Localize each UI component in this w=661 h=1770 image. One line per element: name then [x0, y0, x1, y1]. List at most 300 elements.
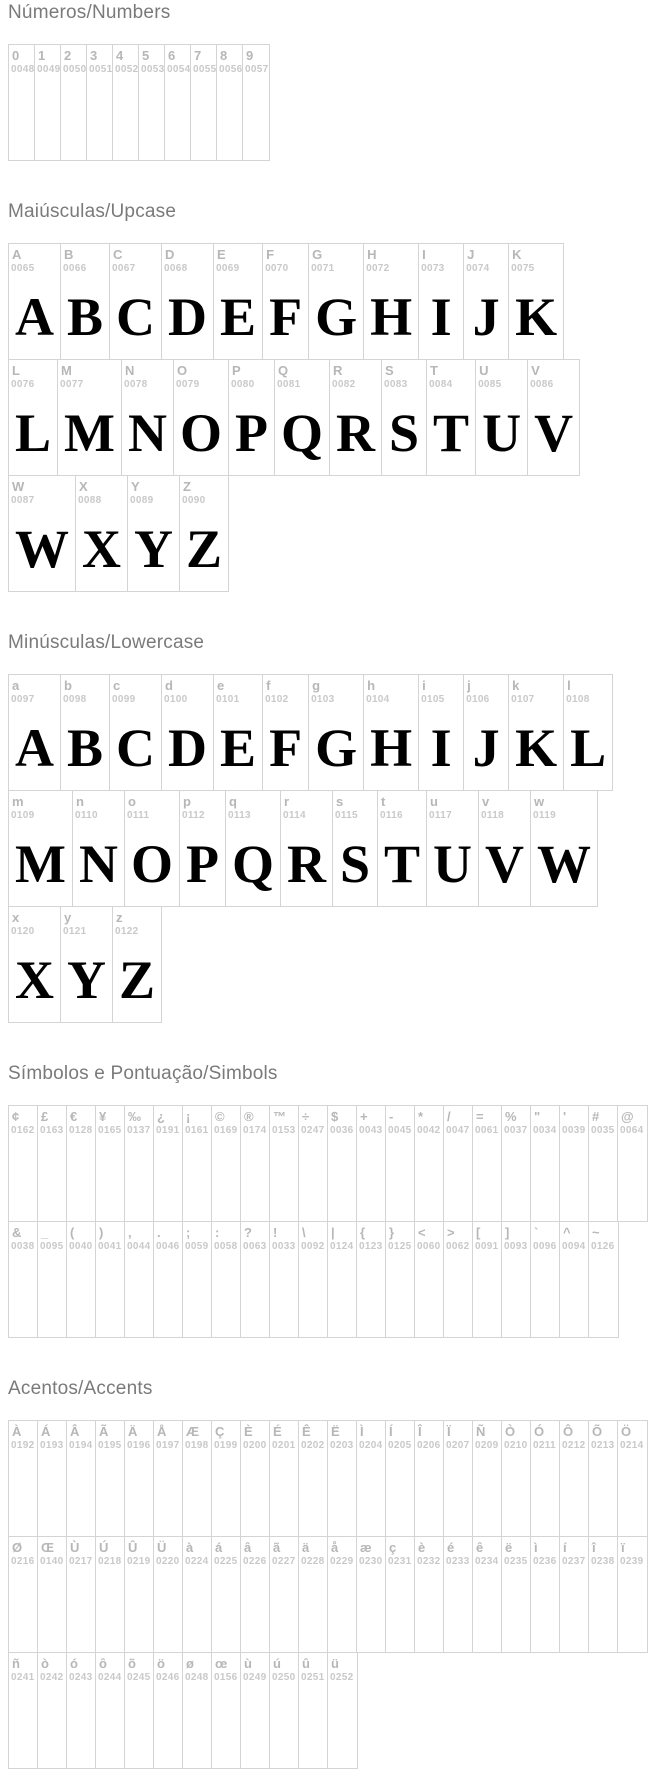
char-glyph: [96, 1568, 124, 1652]
char-glyph: K: [515, 718, 558, 778]
char-label: í: [563, 1540, 567, 1555]
char-code: 0209: [475, 1440, 499, 1451]
char-label: z: [116, 910, 123, 925]
char-glyph: [183, 1253, 211, 1337]
char-cell-0251: [299, 1653, 328, 1768]
char-code: 0198: [185, 1440, 209, 1451]
char-code: 0115: [335, 810, 358, 821]
char-cell-0042: [415, 1106, 444, 1221]
char-cell-0102: [263, 675, 309, 790]
char-glyph: N: [128, 403, 167, 463]
char-code: 0213: [591, 1440, 615, 1451]
char-cell-0174: [241, 1106, 270, 1221]
char-cell-0239: [618, 1537, 647, 1652]
char-code: 0093: [504, 1241, 528, 1252]
char-glyph: C: [116, 287, 156, 347]
char-label: ): [99, 1225, 104, 1240]
char-cell-0125: [386, 1222, 415, 1337]
char-glyph: [38, 1253, 66, 1337]
char-cell-0218: [96, 1537, 125, 1652]
char-cell-0226: [241, 1537, 270, 1652]
char-glyph: Y: [134, 519, 173, 579]
char-cell-0202: [299, 1421, 328, 1536]
char-label: Ù: [70, 1540, 80, 1555]
char-cell-0094: [560, 1222, 589, 1337]
char-glyph: L: [570, 718, 607, 778]
section-numbers: [8, 2, 661, 161]
char-glyph: [444, 1452, 472, 1536]
char-cell-0169: [212, 1106, 241, 1221]
char-cell-0162: [9, 1106, 38, 1221]
char-label: E: [217, 247, 226, 262]
char-code: 0195: [98, 1440, 122, 1451]
char-code: 0194: [69, 1440, 93, 1451]
char-glyph: [444, 1253, 472, 1337]
char-glyph: [299, 1684, 327, 1768]
char-cell-0059: [183, 1222, 212, 1337]
char-cell-0080: [229, 360, 275, 475]
char-label: =: [476, 1109, 484, 1124]
char-glyph: [589, 1452, 617, 1536]
char-cell-0193: [38, 1421, 67, 1536]
char-cell-0140: [38, 1537, 67, 1652]
char-glyph: [502, 1253, 530, 1337]
char-label: M: [61, 363, 72, 378]
char-label: }: [389, 1225, 395, 1240]
char-code: 0088: [78, 495, 102, 506]
char-label: J: [467, 247, 475, 262]
char-code: 0238: [591, 1556, 615, 1567]
char-code: 0250: [272, 1672, 296, 1683]
char-code: 0205: [388, 1440, 412, 1451]
char-label: p: [182, 794, 191, 809]
char-glyph: [67, 1684, 95, 1768]
char-code: 0251: [301, 1672, 325, 1683]
char-code: 0245: [127, 1672, 151, 1683]
char-glyph: [125, 1253, 153, 1337]
char-cell-0128: [67, 1106, 96, 1221]
char-label: å: [331, 1540, 339, 1555]
char-label: £: [41, 1109, 49, 1124]
char-label: Ë: [331, 1424, 340, 1439]
char-glyph: [270, 1684, 298, 1768]
char-glyph: [386, 1452, 414, 1536]
char-code: 0236: [533, 1556, 557, 1567]
char-label: Ç: [215, 1424, 225, 1439]
char-code: 0202: [301, 1440, 325, 1451]
char-cell-0196: [125, 1421, 154, 1536]
char-glyph: [38, 1684, 66, 1768]
char-label: ": [534, 1109, 541, 1124]
char-label: I: [422, 247, 426, 262]
char-glyph: U: [433, 834, 473, 894]
char-cell-0212: [560, 1421, 589, 1536]
glyph-row: [8, 906, 162, 1023]
char-glyph: [531, 1137, 559, 1221]
char-cell-0045: [386, 1106, 415, 1221]
char-cell-0213: [589, 1421, 618, 1536]
char-cell-0039: [560, 1106, 589, 1221]
char-label: Í: [389, 1424, 393, 1439]
char-code: 0060: [417, 1241, 441, 1252]
char-label: m: [12, 794, 24, 809]
char-code: 0076: [11, 379, 35, 390]
char-label: L: [12, 363, 20, 378]
char-glyph: [328, 1684, 357, 1768]
char-cell-0091: [473, 1222, 502, 1337]
char-code: 0100: [164, 694, 188, 705]
char-label: {: [360, 1225, 366, 1240]
char-cell-0117: [427, 791, 479, 906]
char-code: 0067: [112, 263, 136, 274]
char-glyph: [38, 1568, 66, 1652]
char-code: 0051: [89, 64, 113, 75]
char-cell-0054: [165, 45, 191, 160]
char-glyph: J: [472, 718, 500, 778]
char-code: 0080: [231, 379, 255, 390]
char-label: a: [12, 678, 20, 693]
char-code: 0140: [40, 1556, 64, 1567]
char-code: 0248: [185, 1672, 209, 1683]
char-label: á: [215, 1540, 223, 1555]
char-glyph: [9, 1568, 37, 1652]
char-code: 0231: [388, 1556, 412, 1567]
char-label: Ñ: [476, 1424, 486, 1439]
char-cell-0118: [479, 791, 531, 906]
char-cell-0124: [328, 1222, 357, 1337]
char-label: €: [70, 1109, 78, 1124]
char-glyph: S: [339, 834, 371, 894]
char-glyph: [217, 76, 242, 160]
char-glyph: I: [430, 718, 452, 778]
char-code: 0054: [167, 64, 191, 75]
char-code: 0241: [11, 1672, 35, 1683]
char-glyph: Q: [231, 834, 274, 894]
char-glyph: R: [336, 403, 376, 463]
char-glyph: H: [370, 287, 413, 347]
char-code: 0201: [272, 1440, 296, 1451]
char-cell-0252: [328, 1653, 357, 1768]
char-code: 0050: [63, 64, 87, 75]
char-code: 0094: [562, 1241, 586, 1252]
glyph-row: [8, 1536, 648, 1653]
char-label: Œ: [41, 1540, 54, 1555]
glyph-row: [8, 243, 564, 360]
char-cell-0096: [531, 1222, 560, 1337]
char-code: 0235: [504, 1556, 528, 1567]
char-label: U: [479, 363, 489, 378]
char-label: @: [621, 1109, 634, 1124]
char-cell-0111: [125, 791, 180, 906]
char-label: j: [467, 678, 471, 693]
glyph-row: [8, 1221, 619, 1338]
char-cell-0095: [38, 1222, 67, 1337]
char-code: 0116: [380, 810, 403, 821]
char-glyph: [502, 1568, 530, 1652]
char-cell-0224: [183, 1537, 212, 1652]
char-code: 0165: [98, 1125, 122, 1136]
char-code: 0055: [193, 64, 217, 75]
char-code: 0124: [330, 1241, 354, 1252]
char-label: Ó: [534, 1424, 545, 1439]
char-label: Û: [128, 1540, 138, 1555]
char-code: 0153: [272, 1125, 296, 1136]
char-label: ë: [505, 1540, 513, 1555]
char-label: ñ: [12, 1656, 20, 1671]
char-glyph: [531, 1568, 559, 1652]
char-glyph: [560, 1452, 588, 1536]
char-label: u: [430, 794, 438, 809]
char-label: T: [430, 363, 438, 378]
char-code: 0119: [533, 810, 556, 821]
char-glyph: [96, 1452, 124, 1536]
char-code: 0169: [214, 1125, 238, 1136]
char-cell-0247: [299, 1106, 328, 1221]
char-cell-0097: [9, 675, 61, 790]
char-label: b: [64, 678, 72, 693]
char-label: R: [333, 363, 343, 378]
char-cell-0112: [180, 791, 226, 906]
char-glyph: [154, 1137, 182, 1221]
glyph-table-uppercase: [8, 243, 661, 592]
char-code: 0219: [127, 1556, 151, 1567]
section-title-numbers: Números/Numbers: [8, 2, 171, 23]
char-label: $: [331, 1109, 339, 1124]
char-code: 0044: [127, 1241, 151, 1252]
char-code: 0197: [156, 1440, 180, 1451]
char-label: ô: [99, 1656, 107, 1671]
char-code: 0122: [115, 926, 139, 937]
char-label: K: [512, 247, 522, 262]
char-code: 0102: [265, 694, 289, 705]
char-label: ø: [186, 1656, 194, 1671]
char-label: D: [165, 247, 175, 262]
char-glyph: [183, 1137, 211, 1221]
char-label: Ò: [505, 1424, 516, 1439]
char-code: 0053: [141, 64, 165, 75]
char-label: k: [512, 678, 520, 693]
char-label: t: [381, 794, 386, 809]
char-code: 0104: [366, 694, 390, 705]
char-label: ;: [186, 1225, 191, 1240]
char-glyph: [473, 1452, 501, 1536]
char-glyph: S: [389, 403, 420, 463]
char-glyph: F: [269, 718, 303, 778]
char-cell-0126: [589, 1222, 618, 1337]
char-label: o: [127, 794, 136, 809]
char-label: r: [284, 794, 290, 809]
char-glyph: [560, 1137, 588, 1221]
char-code: 0036: [330, 1125, 354, 1136]
section-uppercase: [8, 201, 661, 592]
char-glyph: [531, 1452, 559, 1536]
char-glyph: [96, 1253, 124, 1337]
glyph-row: [8, 1652, 358, 1769]
char-label: ‰: [128, 1109, 141, 1124]
char-glyph: [560, 1253, 588, 1337]
char-glyph: [357, 1137, 385, 1221]
char-code: 0086: [530, 379, 554, 390]
char-label: ê: [476, 1540, 484, 1555]
char-code: 0038: [11, 1241, 35, 1252]
char-label: Y: [131, 479, 140, 494]
char-glyph: W: [15, 519, 69, 579]
char-cell-0194: [67, 1421, 96, 1536]
char-label: Â: [70, 1424, 80, 1439]
char-cell-0227: [270, 1537, 299, 1652]
char-label: û: [302, 1656, 310, 1671]
char-label: s: [336, 794, 344, 809]
char-cell-0051: [87, 45, 113, 160]
char-cell-0084: [427, 360, 476, 475]
char-cell-0060: [415, 1222, 444, 1337]
char-glyph: F: [269, 287, 303, 347]
char-label: &: [12, 1225, 22, 1240]
char-glyph: [241, 1684, 269, 1768]
char-label: X: [79, 479, 88, 494]
char-cell-0205: [386, 1421, 415, 1536]
char-glyph: [9, 76, 34, 160]
char-code: 0200: [243, 1440, 267, 1451]
char-code: 0163: [40, 1125, 64, 1136]
char-cell-0219: [125, 1537, 154, 1652]
char-code: 0097: [11, 694, 35, 705]
char-cell-0089: [128, 476, 180, 591]
char-cell-0053: [139, 45, 165, 160]
char-glyph: [38, 1137, 66, 1221]
char-cell-0082: [330, 360, 382, 475]
char-glyph: [357, 1452, 385, 1536]
char-glyph: [96, 1684, 124, 1768]
char-glyph: [125, 1452, 153, 1536]
char-label: %: [505, 1109, 517, 1124]
char-code: 0121: [63, 926, 87, 937]
char-glyph: [183, 1568, 211, 1652]
char-code: 0057: [245, 64, 269, 75]
char-glyph: E: [220, 718, 257, 778]
char-glyph: N: [78, 834, 118, 894]
char-glyph: [125, 1684, 153, 1768]
char-label: V: [531, 363, 540, 378]
char-glyph: [589, 1137, 617, 1221]
char-glyph: [386, 1568, 414, 1652]
char-label: P: [232, 363, 241, 378]
char-glyph: [560, 1568, 588, 1652]
char-code: 0249: [243, 1672, 267, 1683]
char-glyph: [154, 1452, 182, 1536]
char-cell-0165: [96, 1106, 125, 1221]
char-glyph: [531, 1253, 559, 1337]
char-code: 0074: [466, 263, 490, 274]
char-cell-0250: [270, 1653, 299, 1768]
char-glyph: [139, 76, 164, 160]
char-code: 0071: [311, 263, 335, 274]
char-code: 0049: [37, 64, 61, 75]
char-cell-0049: [35, 45, 61, 160]
char-cell-0036: [328, 1106, 357, 1221]
char-cell-0069: [214, 244, 263, 359]
char-glyph: [67, 1137, 95, 1221]
char-glyph: [444, 1137, 472, 1221]
char-code: 0242: [40, 1672, 64, 1683]
char-code: 0037: [504, 1125, 528, 1136]
char-code: 0232: [417, 1556, 441, 1567]
char-label: Á: [41, 1424, 51, 1439]
char-label: f: [266, 678, 271, 693]
char-code: 0218: [98, 1556, 122, 1567]
char-code: 0123: [359, 1241, 383, 1252]
char-glyph: G: [315, 287, 358, 347]
section-title-symbols: Símbolos e Pontuação/Simbols: [8, 1063, 278, 1084]
char-label: ÷: [302, 1109, 310, 1124]
glyph-table-accents: [8, 1420, 661, 1769]
char-label: Î: [418, 1424, 422, 1439]
char-cell-0044: [125, 1222, 154, 1337]
char-cell-0110: [73, 791, 125, 906]
glyph-table-numbers: [8, 44, 661, 161]
char-code: 0108: [566, 694, 590, 705]
char-cell-0078: [122, 360, 174, 475]
char-label: 7: [194, 48, 202, 63]
char-label: 3: [90, 48, 98, 63]
char-label: ú: [273, 1656, 281, 1671]
char-label: 2: [64, 48, 72, 63]
glyph-table-symbols: [8, 1105, 661, 1338]
char-label: ™: [273, 1109, 286, 1124]
char-cell-0217: [67, 1537, 96, 1652]
char-glyph: [183, 1452, 211, 1536]
char-code: 0226: [243, 1556, 267, 1567]
section-title-accents: Acentos/Accents: [8, 1378, 153, 1399]
char-cell-0088: [76, 476, 128, 591]
char-glyph: [270, 1568, 298, 1652]
char-label: 8: [220, 48, 228, 63]
char-code: 0105: [421, 694, 445, 705]
char-cell-0086: [528, 360, 579, 475]
char-glyph: [589, 1568, 617, 1652]
char-cell-0087: [9, 476, 76, 591]
char-code: 0228: [301, 1556, 325, 1567]
char-code: 0217: [69, 1556, 93, 1567]
char-code: 0058: [214, 1241, 238, 1252]
char-code: 0125: [388, 1241, 412, 1252]
char-cell-0119: [531, 791, 597, 906]
char-glyph: [191, 76, 216, 160]
char-cell-0075: [509, 244, 563, 359]
char-cell-0058: [212, 1222, 241, 1337]
char-cell-0191: [154, 1106, 183, 1221]
char-label: +: [360, 1109, 368, 1124]
char-cell-0038: [9, 1222, 38, 1337]
char-cell-0211: [531, 1421, 560, 1536]
char-label: e: [217, 678, 225, 693]
char-label: Æ: [186, 1424, 199, 1439]
char-label: Ú: [99, 1540, 109, 1555]
char-glyph: [212, 1452, 240, 1536]
char-code: 0090: [182, 495, 206, 506]
char-glyph: [328, 1253, 356, 1337]
char-code: 0041: [98, 1241, 122, 1252]
char-code: 0101: [216, 694, 240, 705]
char-glyph: E: [220, 287, 257, 347]
char-glyph: [243, 76, 269, 160]
char-cell-0122: [113, 907, 161, 1022]
char-label: ©: [215, 1109, 225, 1124]
glyph-row: [8, 475, 229, 592]
char-code: 0042: [417, 1125, 441, 1136]
char-label: ì: [534, 1540, 538, 1555]
char-label: -: [389, 1109, 394, 1124]
